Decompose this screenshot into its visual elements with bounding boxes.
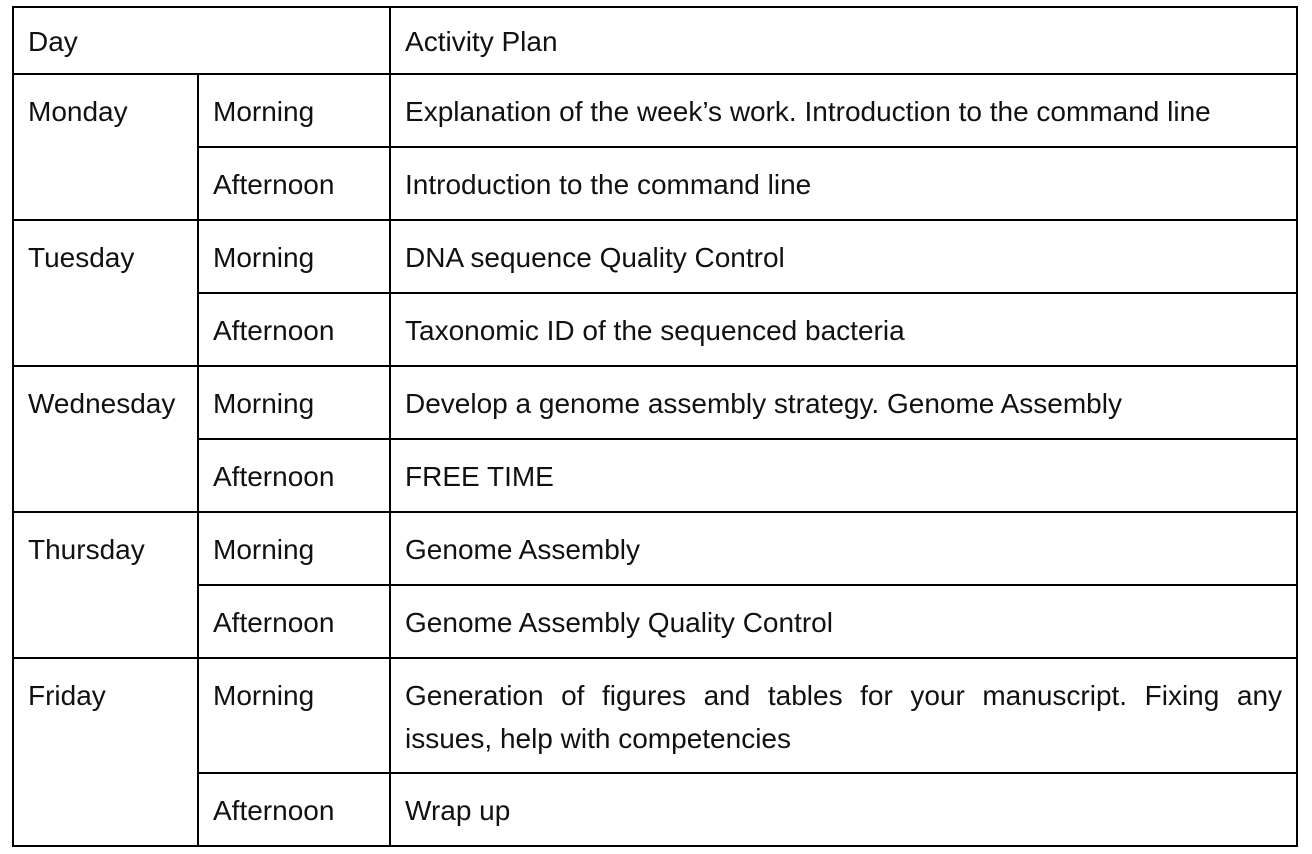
session-cell: Morning [198, 658, 390, 773]
table-row [13, 293, 1297, 366]
activity-cell: Genome Assembly [390, 512, 1297, 585]
session-cell: Afternoon [198, 585, 390, 658]
activity-cell: DNA sequence Quality Control [390, 220, 1297, 293]
activity-cell: Wrap up [390, 773, 1297, 846]
activity-cell: FREE TIME [390, 439, 1297, 512]
activity-cell: Explanation of the week’s work. Introduction to the command line [390, 74, 1297, 147]
table-row [13, 147, 1297, 220]
session-cell: Morning [198, 366, 390, 439]
day-cell-monday: Monday [13, 74, 198, 220]
day-cell-friday: Friday [13, 658, 198, 846]
session-cell: Afternoon [198, 773, 390, 846]
activity-cell: Taxonomic ID of the sequenced bacteria [390, 293, 1297, 366]
table-row [13, 366, 1297, 439]
activity-cell: Genome Assembly Quality Control [390, 585, 1297, 658]
table-row [13, 658, 1297, 773]
day-cell-thursday: Thursday [13, 512, 198, 658]
activity-cell: Generation of figures and tables for your manuscript. Fixing any issues, help with competencies [390, 658, 1297, 773]
header-day-cell: Day [13, 7, 390, 74]
session-cell: Afternoon [198, 147, 390, 220]
session-cell: Morning [198, 512, 390, 585]
header-activity-cell: Activity Plan [390, 7, 1297, 74]
table-header-row [13, 7, 1297, 74]
table-row [13, 512, 1297, 585]
table-row [13, 585, 1297, 658]
session-cell: Afternoon [198, 293, 390, 366]
activity-plan-table [12, 6, 1298, 847]
session-cell: Morning [198, 220, 390, 293]
table-row [13, 439, 1297, 512]
activity-cell: Introduction to the command line [390, 147, 1297, 220]
day-cell-tuesday: Tuesday [13, 220, 198, 366]
day-cell-wednesday: Wednesday [13, 366, 198, 512]
table-row [13, 220, 1297, 293]
activity-cell: Develop a genome assembly strategy. Genome Assembly [390, 366, 1297, 439]
table-row [13, 773, 1297, 846]
table-row [13, 74, 1297, 147]
session-cell: Afternoon [198, 439, 390, 512]
session-cell: Morning [198, 74, 390, 147]
